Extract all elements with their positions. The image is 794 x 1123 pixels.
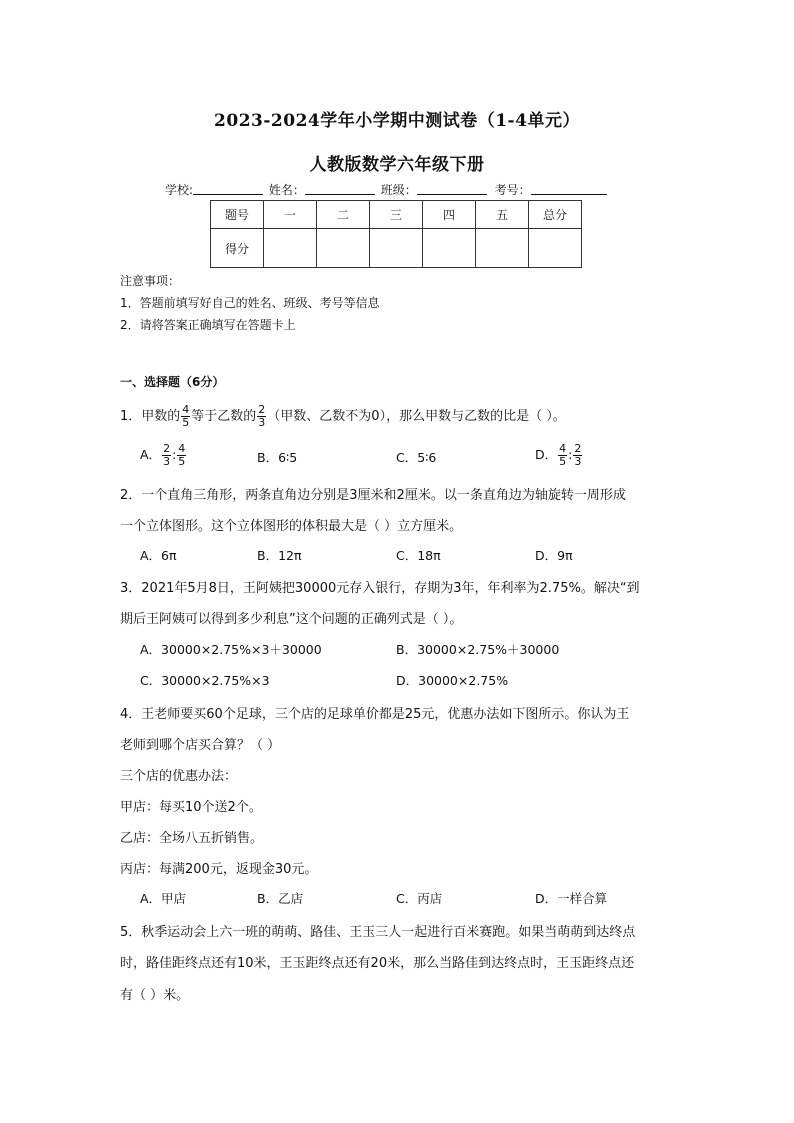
denominator: 5: [182, 416, 190, 429]
q1-option-b[interactable]: B．6∶5: [257, 450, 298, 465]
score-table-header-row: [211, 201, 582, 229]
name-label: 姓名：: [268, 183, 305, 197]
numerator: 2: [258, 403, 266, 416]
ratio-sign: :: [172, 447, 177, 462]
q4-option-b[interactable]: B．乙店: [257, 891, 304, 906]
score-cell[interactable]: [476, 229, 529, 268]
numerator: 4: [182, 403, 190, 416]
q1-option-a[interactable]: [140, 443, 187, 468]
class-blank[interactable]: [417, 182, 487, 195]
notes-item: 2．请将答案正确填写在答题卡上: [120, 318, 296, 332]
option-label: A．: [140, 447, 162, 462]
score-header-cell: 三: [370, 201, 423, 229]
question-4-line-2: 老师到哪个店买合算？（ ）: [120, 738, 281, 753]
q3-option-d[interactable]: D．30000×2.75%: [396, 673, 509, 688]
q3-option-b[interactable]: B．30000×2.75%＋30000: [396, 642, 560, 657]
exam-subtitle: 人教版数学六年级下册: [309, 155, 485, 175]
exam-no-blank[interactable]: [531, 182, 607, 195]
student-info-line: [165, 181, 607, 198]
exam-title: 2023-2024学年小学期中测试卷（1-4单元）: [214, 111, 580, 131]
q3-option-a[interactable]: A．30000×2.75%×3＋30000: [140, 642, 322, 657]
fraction: [177, 443, 186, 468]
option-label: D．: [535, 447, 558, 462]
score-table-score-row: [211, 229, 582, 268]
question-5-line-1: 5．秋季运动会上六一班的萌萌、路佳、王玉三人一起进行百米赛跑。如果当萌萌到达终点: [120, 925, 636, 940]
numerator: 4: [178, 442, 186, 455]
score-header-cell: 题号: [211, 201, 264, 229]
question-2-line-2: 一个立体图形。这个立体图形的体积最大是（ ）立方厘米。: [120, 519, 463, 534]
fraction: [558, 443, 567, 468]
question-5-line-3: 有（ ）米。: [120, 988, 190, 1003]
score-cell[interactable]: [317, 229, 370, 268]
score-table: [210, 200, 582, 268]
school-blank[interactable]: [193, 182, 263, 195]
q1-option-d[interactable]: [535, 443, 583, 468]
score-row-label: 得分: [211, 229, 264, 268]
notes-block: [120, 270, 380, 336]
score-cell[interactable]: [264, 229, 317, 268]
notes-item: 1．答题前填写好自己的姓名、班级、考号等信息: [120, 296, 380, 310]
question-4-line-3: 三个店的优惠办法：: [120, 769, 238, 784]
numerator: 2: [574, 442, 582, 455]
question-3-line-2: 期后王阿姨可以得到多少利息”这个问题的正确列式是（ ）。: [120, 612, 463, 627]
question-1: [120, 404, 566, 429]
question-4-line-4: 甲店：每买10个送2个。: [120, 800, 262, 815]
q2-option-d[interactable]: D．9π: [535, 548, 573, 563]
question-4-line-6: 丙店：每满200元，返现金30元。: [120, 862, 318, 877]
fraction: [181, 404, 190, 429]
denominator: 3: [163, 455, 171, 468]
name-blank[interactable]: [305, 182, 375, 195]
question-3-line-1: 3．2021年5月8日，王阿姨把30000元存入银行，存期为3年，年利率为2.75%。解决“到: [120, 581, 640, 596]
score-cell[interactable]: [423, 229, 476, 268]
score-cell[interactable]: [370, 229, 423, 268]
fraction: [573, 443, 582, 468]
q1-text: 等于乙数的: [191, 409, 257, 424]
numerator: 2: [163, 442, 171, 455]
denominator: 5: [559, 455, 567, 468]
class-label: 班级：: [380, 183, 417, 197]
question-4-line-5: 乙店：全场八五折销售。: [120, 831, 264, 846]
question-2-line-1: 2．一个直角三角形，两条直角边分别是3厘米和2厘米。以一条直角边为轴旋转一周形成: [120, 488, 626, 503]
denominator: 3: [258, 416, 266, 429]
fraction: [257, 404, 266, 429]
score-header-cell: 二: [317, 201, 370, 229]
score-header-cell: 四: [423, 201, 476, 229]
q3-option-c[interactable]: C．30000×2.75%×3: [140, 673, 270, 688]
score-header-cell: 总分: [529, 201, 582, 229]
q2-option-b[interactable]: B．12π: [257, 548, 302, 563]
score-header-cell: 一: [264, 201, 317, 229]
numerator: 4: [559, 442, 567, 455]
q1-option-c[interactable]: C．5∶6: [396, 450, 437, 465]
denominator: 5: [178, 455, 186, 468]
q1-text: （甲数、乙数不为0），那么甲数与乙数的比是（ ）。: [267, 409, 566, 424]
score-cell[interactable]: [529, 229, 582, 268]
q2-option-a[interactable]: A．6π: [140, 548, 177, 563]
school-label: 学校:: [165, 183, 194, 197]
q4-option-c[interactable]: C．丙店: [396, 891, 443, 906]
fraction: [162, 443, 171, 468]
q4-option-a[interactable]: A．甲店: [140, 891, 187, 906]
notes-title: 注意事项：: [120, 274, 181, 288]
question-5-line-2: 时，路佳距终点还有10米，王玉距终点还有20米，那么当路佳到达终点时，王玉距终点还: [120, 956, 635, 971]
denominator: 3: [574, 455, 582, 468]
exam-no-label: 考号：: [494, 183, 531, 197]
q2-option-c[interactable]: C．18π: [396, 548, 441, 563]
ratio-sign: :: [568, 447, 573, 462]
question-4-line-1: 4．王老师要买60个足球，三个店的足球单价都是25元，优惠办法如下图所示。你认为王: [120, 707, 630, 722]
score-header-cell: 五: [476, 201, 529, 229]
section-heading: 一、选择题（6分）: [120, 375, 225, 389]
q1-text: 1．甲数的: [120, 409, 181, 424]
q4-option-d[interactable]: D．一样合算: [535, 891, 608, 906]
